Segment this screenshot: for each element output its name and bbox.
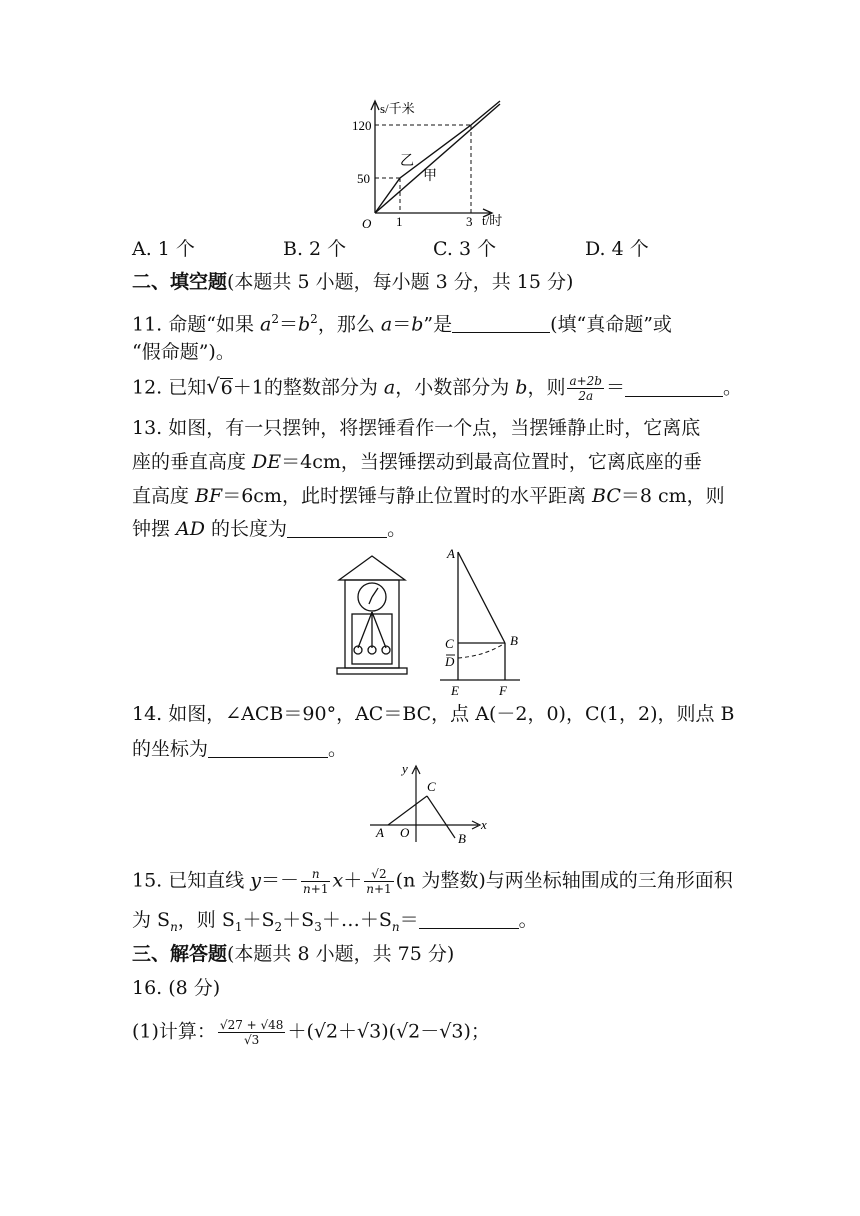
- q16-part-1: (1)计算： $\frac{√27 + √48}{√3}$ ＋(√2＋√3)(√2－√3)；: [132, 1018, 490, 1047]
- section-3-header: [132, 942, 454, 966]
- q13-line-1: 13. 如图，有一只摆钟，将摆锤看作一个点，当摆锤静止时，它离底: [132, 417, 701, 439]
- label-jia: 甲: [423, 169, 437, 184]
- q16-fraction: $\frac{√27 + √48}{√3}$: [219, 1018, 284, 1047]
- option-a: A. 1 个: [132, 238, 195, 260]
- q14-line-2: 的坐标为 。: [132, 738, 348, 760]
- q11-line-2: “假命题”)。: [132, 341, 235, 363]
- origin-label: O: [362, 216, 372, 231]
- q15-answer-blank: [419, 908, 519, 929]
- q12-fraction: $\frac{a+2b}{2a}$: [569, 374, 602, 403]
- section-2-title: 二、填空题: [132, 271, 228, 293]
- option-d: D. 4 个: [585, 238, 649, 260]
- q12-line: 12. 已知√6＋1的整数部分为 a，小数部分为 b，则 $\frac{a+2b}{2a}$ ＝ 。: [132, 374, 743, 403]
- q15-line-2: 为 $S_n$，则 $S_1+S_2+S_3+\dots+S_n=$ 。: [132, 909, 538, 934]
- q13-line-2: 座的垂直高度 DE＝4cm，当摆锤摆动到最高位置时，它离底座的垂: [132, 451, 702, 473]
- point-a: A: [447, 546, 455, 561]
- x-axis-label: t/时: [482, 213, 503, 228]
- point-e: E: [451, 683, 459, 698]
- point-f: F: [499, 683, 507, 698]
- y-tick-50: 50: [357, 171, 370, 186]
- point-c-label: C: [427, 779, 436, 794]
- axis-y-label: y: [402, 761, 408, 776]
- y-tick-120: 120: [352, 118, 372, 133]
- origin-o-label: O: [400, 825, 410, 840]
- q11-line-1: 11. 命题“如果 $a^2=b^2$，那么 a＝b”是 (填“真命题”或: [132, 312, 672, 336]
- x-tick-1: 1: [396, 214, 403, 229]
- point-b: B: [510, 633, 518, 648]
- option-c: C. 3 个: [433, 238, 497, 260]
- q14-line-1: 14. 如图，∠ACB＝90°，AC＝BC，点 A(－2，0)，C(1，2)，则点 B: [132, 703, 735, 725]
- point-b-label: B: [458, 831, 466, 846]
- label-yi: 乙: [400, 154, 414, 169]
- q16-header: 16. (8 分): [132, 977, 221, 999]
- q13-line-3: 直高度 BF＝6cm，此时摆锤与静止位置时的水平距离 BC＝8 cm，则: [132, 485, 725, 507]
- point-d: D: [445, 654, 455, 669]
- section-3-note: (本题共 8 小题，共 75 分): [227, 943, 455, 965]
- x-tick-3: 3: [466, 214, 473, 229]
- point-c: C: [445, 636, 454, 651]
- section-3-title: 三、解答题: [132, 943, 228, 965]
- q13-line-4: 钟摆 AD 的长度为 。: [132, 518, 407, 540]
- section-2-note: (本题共 5 小题，每小题 3 分，共 15 分): [227, 271, 574, 293]
- axis-x-label: x: [481, 817, 487, 832]
- q15-line-1: 15. 已知直线 y＝－ $\frac{n}{n+1}$ x＋ $\frac{√2}{n+1}$ (n 为整数)与两坐标轴围成的三角形面积: [132, 867, 733, 896]
- option-b: B. 2 个: [283, 238, 347, 260]
- y-axis-label: s/千米: [380, 101, 415, 116]
- point-a-label: A: [376, 825, 384, 840]
